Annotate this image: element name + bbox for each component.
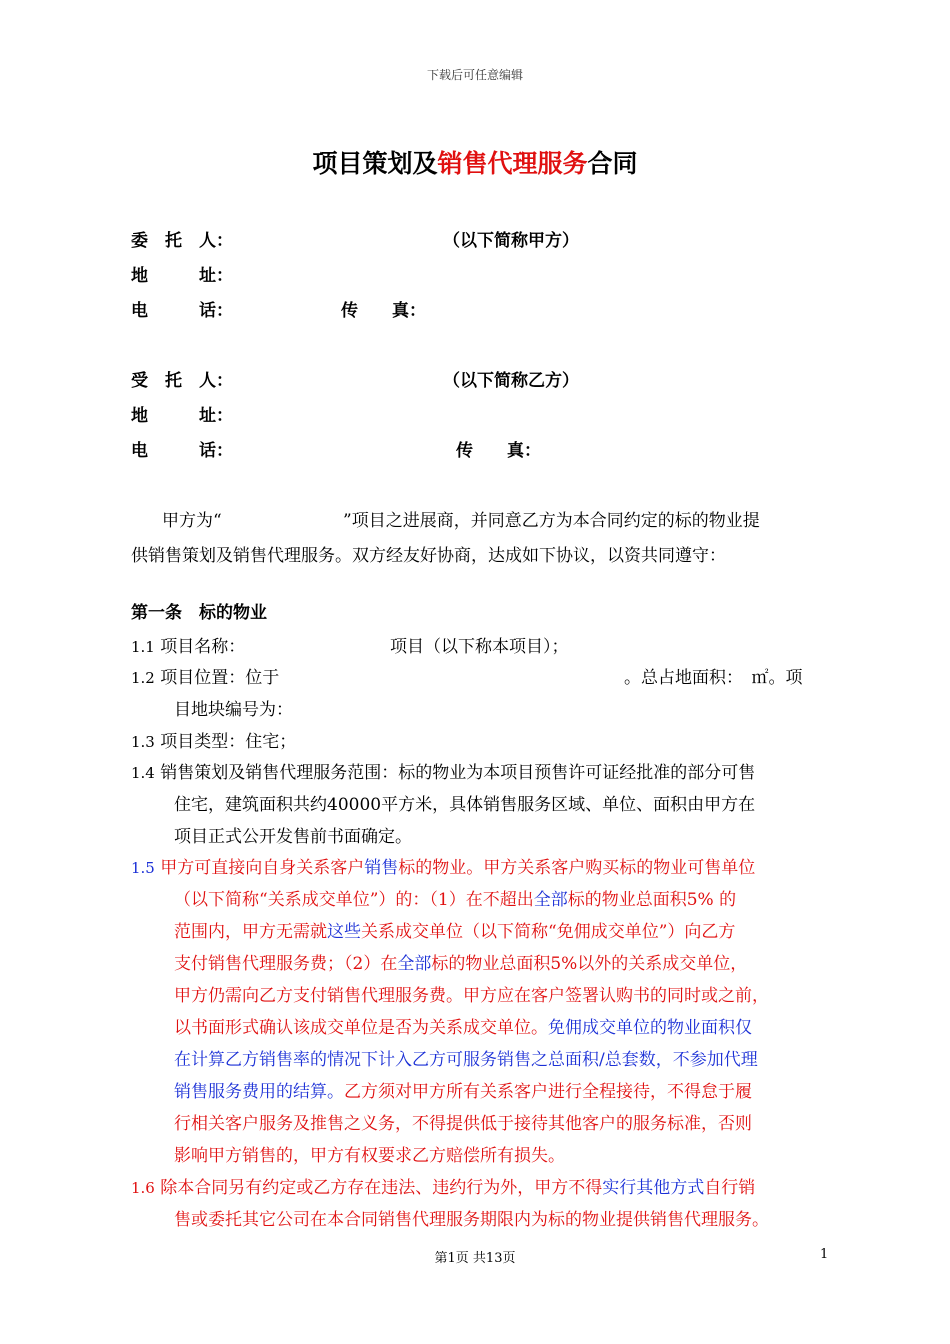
party-b-entrust-label: 受 托 人：	[131, 371, 233, 391]
clause-1-5-line4	[174, 949, 747, 974]
clause-1-5	[131, 853, 755, 878]
page-header-note: 下载后可任意编辑	[426, 68, 523, 82]
clause-1-5-line6	[174, 1013, 752, 1038]
clause-number: 1.1	[131, 638, 155, 656]
clause-text: 项目类型：住宅；	[160, 732, 297, 752]
clause-1-2-tail: 。总占地面积： ㎡。项	[624, 668, 803, 688]
clause-number: 1.3	[131, 733, 155, 751]
clause-number: 1.4	[131, 764, 155, 782]
clause-text: 除本合同另有约定或乙方存在违法、违约行为外，甲方不得	[160, 1178, 603, 1198]
clause-1-4-line2: 住宅，建筑面积共约40000平方米，具体销售服务区域、单位、面积由甲方在	[174, 795, 756, 815]
clause-1-2	[131, 663, 279, 688]
title-part3: 合同	[587, 149, 638, 178]
clause-1-5-line7: 在计算乙方销售率的情况下计入乙方可服务销售之总面积/总套数，不参加代理	[174, 1050, 758, 1070]
clause-1-2-line2: 目地块编号为：	[174, 700, 293, 720]
clause-text: 自行销	[704, 1178, 756, 1198]
clause-1-5-line3	[174, 917, 735, 942]
clause-text: 标的物业。甲方关系客户购买标的物业可售单位	[398, 858, 756, 878]
clause-text: 全部	[397, 954, 432, 974]
party-b-tel-label: 电 话：	[131, 441, 233, 461]
clause-text: 免佣成交单位的物业面积仅	[548, 1018, 752, 1038]
footer-page-info: 第1页 共13页	[434, 1251, 516, 1266]
clause-1-4-line3: 项目正式公开发售前书面确定。	[174, 827, 412, 847]
clause-text: （以下简称“关系成交单位”）的：（1）在不超出	[174, 890, 534, 910]
clause-text: 范围内，甲方无需就	[174, 922, 327, 942]
clause-1-6	[131, 1173, 755, 1198]
clause-text: 以书面形式确认该成交单位是否为关系成交单位。	[174, 1018, 548, 1038]
clause-1-3	[131, 727, 296, 752]
intro-line1-start: 甲方为“	[162, 511, 222, 531]
party-a-suffix: （以下简称甲方）	[443, 231, 579, 251]
clause-1-5-line9: 行相关客户服务及推售之义务，不得提供低于接待其他客户的服务标准，否则	[174, 1114, 752, 1134]
party-b-fax-label: 传 真：	[456, 441, 541, 461]
clause-text: 甲方可直接向自身关系客户	[160, 858, 365, 878]
party-a-fax-label: 传 真：	[341, 301, 426, 321]
intro-line2: 供销售策划及销售代理服务。双方经友好协商，达成如下协议，以资共同遵守：	[131, 546, 726, 566]
clause-1-1-tail: 项目（以下称本项目）；	[390, 637, 569, 657]
clause-1-5-line8	[174, 1077, 752, 1102]
clause-1-5-line2	[174, 885, 736, 910]
party-b-suffix: （以下简称乙方）	[443, 371, 579, 391]
clause-1-5-line10: 影响甲方销售的，甲方有权要求乙方赔偿所有损失。	[174, 1146, 565, 1166]
clause-text: 乙方须对甲方所有关系客户进行全程接待，不得怠于履	[344, 1082, 752, 1102]
article1-heading: 第一条 标的物业	[131, 603, 267, 623]
clause-text: 标的物业总面积5% 的	[567, 890, 737, 910]
clause-1-4	[131, 758, 755, 783]
clause-number: 1.6	[131, 1179, 155, 1197]
clause-text: 销售	[364, 858, 399, 878]
clause-text: 全部	[533, 890, 568, 910]
footer-page-number: 1	[820, 1247, 829, 1262]
clause-number: 1.5	[131, 859, 155, 877]
intro-line1-end: ”项目之进展商，并同意乙方为本合同约定的标的物业提	[343, 511, 760, 531]
party-a-entrust-label: 委 托 人：	[131, 231, 233, 251]
clause-1-5-line5: 甲方仍需向乙方支付销售代理服务费。甲方应在客户签署认购书的同时或之前，	[174, 986, 769, 1006]
clause-number: 1.2	[131, 669, 155, 687]
clause-text: 标的物业总面积5%以外的关系成交单位，	[431, 954, 748, 974]
clause-text: 项目名称：	[160, 637, 246, 657]
clause-1-1	[131, 632, 245, 657]
clause-text: 实行其他方式	[602, 1178, 705, 1198]
document-title	[0, 144, 950, 180]
party-a-address-label: 地 址：	[131, 266, 233, 286]
party-b-address-label: 地 址：	[131, 406, 233, 426]
party-a-tel-label: 电 话：	[131, 301, 233, 321]
clause-1-6-line2: 售或委托其它公司在本合同销售代理服务期限内为标的物业提供销售代理服务。	[174, 1210, 769, 1230]
clause-text: 关系成交单位（以下简称“免佣成交单位”）向乙方	[361, 922, 736, 942]
clause-text: 销售服务费用的结算。	[174, 1082, 344, 1102]
clause-text: 这些	[327, 922, 361, 942]
clause-text: 销售策划及销售代理服务范围：标的物业为本项目预售许可证经批准的部分可售	[160, 763, 756, 783]
clause-text: 项目位置：位于	[160, 668, 280, 688]
title-part2: 销售代理服务	[437, 149, 588, 178]
title-part1: 项目策划及	[312, 149, 438, 178]
clause-text: 支付销售代理服务费；（2）在	[174, 954, 398, 974]
